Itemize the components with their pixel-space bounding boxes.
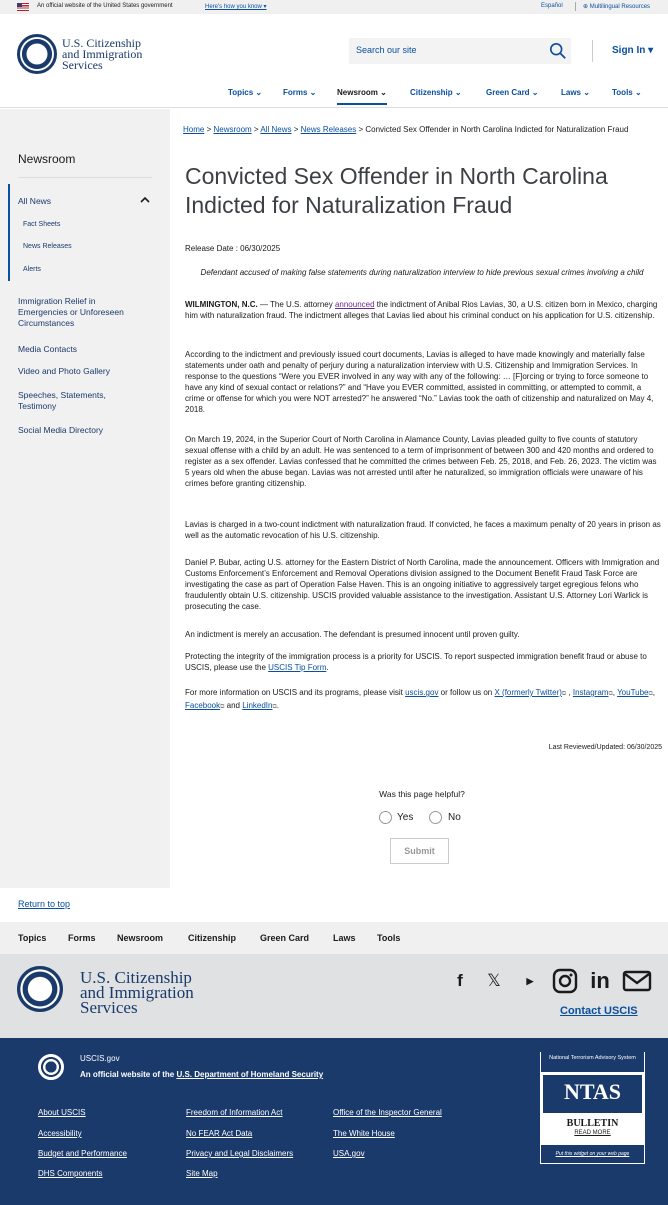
ntas-widget-link[interactable]: Put this widget on your web page <box>541 1145 644 1163</box>
footer-link-oig[interactable]: Office of the Inspector General <box>333 1108 442 1117</box>
uscis-logo-text[interactable] <box>62 38 142 71</box>
footer-nav-newsroom[interactable]: Newsroom <box>117 933 164 943</box>
espanol-link[interactable]: Español <box>541 3 563 9</box>
nav-topics[interactable]: Topics ⌄ <box>228 88 263 97</box>
breadcrumb: Home > Newsroom > All News > News Releases > Convicted Sex Offender in North Carolina Indicted for Naturalization Fraud <box>183 125 629 134</box>
divider <box>592 40 593 62</box>
paragraph-2: According to the indictment and previously issued court documents, Lavias is alleged to have made knowingly and materially false statements under oath and penalty of perjury during a naturalization interview with U.S. Citizenship and Immigration Services. In response to the questions “Were you EVER involved in any way with any of the following: … [F]orcing or trying to force someone to have any kind of sexual contact or relations?” and “Have you EVER committed, assisted in committing, or attempted to commit, a crime or offense for which you were NOT arrested?” he answered “No.” Lavias took the oath of citizenship and naturalized on May 4, 2018. <box>185 350 654 414</box>
paragraph-5: Daniel P. Bubar, acting U.S. attorney for the Eastern District of North Carolina, made the announcement. Officers with Immigration and Customs Enforcement’s Enforcement and Removal Operations division assigned to the Document Benefit Fraud Task Force are investigating the case as part of Operation False Haven. This is an ongoing initiative to aggressively target egregious felons who fraudulently obtain U.S. citizenship. USCIS provided valuable assistance to the investigation. Assistant U.S. Attorney Lori Warlick is prosecuting the case. <box>185 558 660 611</box>
footer-link-dhs-components[interactable]: DHS Components <box>38 1169 103 1178</box>
divider <box>575 2 576 11</box>
yes-label[interactable]: Yes <box>397 812 414 823</box>
footer-link-budget[interactable]: Budget and Performance <box>38 1149 127 1158</box>
sidebar-item-all-news[interactable]: All News <box>18 196 52 206</box>
submit-button[interactable]: Submit <box>390 838 449 864</box>
linkedin-icon[interactable]: in <box>590 968 610 993</box>
dhs-seal-icon[interactable] <box>17 34 57 74</box>
footer-link-white-house[interactable]: The White House <box>333 1129 395 1138</box>
sidebar-item-immigration-relief[interactable]: Immigration Relief in Emergencies or Unforeseen Circumstances <box>18 296 124 328</box>
paragraph-7: Protecting the integrity of the immigration process is a priority for USCIS. To report suspected immigration benefit fraud or abuse to USCIS, please use the USCIS Tip Form. <box>185 652 647 672</box>
helpful-question: Was this page helpful? <box>379 789 465 799</box>
external-link-icon: ⧉ <box>220 704 225 710</box>
ntas-bulletin: BULLETIN <box>566 1118 619 1129</box>
yes-radio[interactable] <box>379 811 392 824</box>
footer-link-foia[interactable]: Freedom of Information Act <box>186 1108 283 1117</box>
ntas-logo: NTAS <box>543 1075 642 1113</box>
active-indicator <box>8 184 10 281</box>
nav-laws[interactable]: Laws ⌄ <box>561 88 590 97</box>
page-title: Convicted Sex Offender in North Carolina Indicted for Naturalization Fraud <box>185 163 608 218</box>
paragraph-3: On March 19, 2024, in the Superior Court of North Carolina in Alamance County, Lavias pleaded guilty to five counts of statutory sexual offense with a child by an adult. He was sentenced to a term of imprisonment of between 300 and 420 months and ordered to register as a sex offender. Lavias confessed that he committed the crimes between Feb. 25, 2018, and Feb. 26, 2023. The victim was 5 years old when the abuse began. Lavias was not arrested until after he naturalized, so immigration officials were unaware of his crimes before granting citizenship. <box>185 435 657 488</box>
footer-nav-green-card[interactable]: Green Card <box>260 933 310 943</box>
last-reviewed: Last Reviewed/Updated: 06/30/2025 <box>548 744 662 751</box>
x-link[interactable]: X (formerly Twitter) <box>494 688 562 697</box>
facebook-link[interactable]: Facebook <box>185 701 221 710</box>
tip-form-link[interactable]: USCIS Tip Form <box>268 663 327 672</box>
search-placeholder: Search our site <box>356 45 417 55</box>
facebook-icon[interactable]: f <box>457 971 463 990</box>
nav-newsroom[interactable]: Newsroom ⌄ <box>337 88 387 105</box>
external-link-icon: ⧉ <box>648 691 653 697</box>
footer-nav-forms[interactable]: Forms <box>68 933 96 943</box>
paragraph-4: Lavias is charged in a two-count indictment with naturalization fraud. If convicted, he faces a maximum penalty of 20 years in prison as well as the automatic revocation of his U.S. citizenship. <box>185 520 661 540</box>
sidebar-item-news-releases[interactable]: News Releases <box>23 243 72 250</box>
footer-site-name: USCIS.gov <box>80 1054 120 1063</box>
external-link-icon: ⧉ <box>561 691 567 697</box>
linkedin-link[interactable]: LinkedIn <box>242 701 273 710</box>
breadcrumb-home[interactable]: Home <box>183 125 205 134</box>
external-link-icon: ⧉ <box>608 691 613 697</box>
return-to-top-link[interactable]: Return to top <box>18 899 71 909</box>
sidebar-item-alerts[interactable]: Alerts <box>23 266 41 273</box>
sign-in-button[interactable]: Sign In ▾ <box>612 45 654 56</box>
release-date: Release Date : 06/30/2025 <box>185 244 281 253</box>
paragraph-8: For more information on USCIS and its programs, please visit uscis.gov or follow us on X (formerly Twitter)⧉ , Instagram⧉, YouTube⧉, Facebook⧉ and LinkedIn⧉. <box>185 688 656 710</box>
sidebar-item-media-contacts[interactable]: Media Contacts <box>18 344 78 354</box>
footer-link-accessibility[interactable]: Accessibility <box>38 1129 82 1138</box>
search-icon[interactable] <box>549 42 567 60</box>
contact-uscis-link[interactable]: Contact USCIS <box>560 1005 638 1017</box>
footer-link-about[interactable]: About USCIS <box>38 1108 86 1117</box>
logo-line-3: Services <box>62 58 103 72</box>
logo-line-2: and Immigration <box>62 47 143 61</box>
breadcrumb-news-releases[interactable]: News Releases <box>300 125 357 134</box>
footer-link-no-fear[interactable]: No FEAR Act Data <box>186 1129 253 1138</box>
announced-link[interactable]: announced <box>334 300 375 309</box>
article-subhead: Defendant accused of making false statements during naturalization interview to hide previous sexual crimes involving a child <box>200 268 644 277</box>
footer-nav-topics[interactable]: Topics <box>18 933 47 943</box>
breadcrumb-all-news[interactable]: All News <box>260 125 292 134</box>
sidebar-item-fact-sheets[interactable]: Fact Sheets <box>23 221 61 228</box>
divider <box>18 177 152 178</box>
external-link-icon: ⧉ <box>272 704 277 710</box>
chevron-up-icon[interactable] <box>140 196 150 204</box>
sidebar-title: Newsroom <box>18 152 76 166</box>
footer-official-text: An official website of the U.S. Department of Homeland Security <box>80 1070 324 1079</box>
nav-tools[interactable]: Tools ⌄ <box>612 88 642 97</box>
nav-citizenship[interactable]: Citizenship ⌄ <box>410 88 462 97</box>
us-flag-icon <box>17 3 29 11</box>
heres-how-you-know-link[interactable]: Here's how you know ▾ <box>205 4 267 10</box>
gov-banner-text: An official website of the United States government <box>37 3 173 9</box>
ntas-read-more-link[interactable]: READ MORE <box>574 1130 611 1136</box>
sidebar-item-speeches[interactable]: Speeches, Statements, Testimony <box>18 390 106 411</box>
footer-nav-laws[interactable]: Laws <box>333 933 356 943</box>
footer-link-usa-gov[interactable]: USA.gov <box>333 1149 365 1158</box>
dhs-seal-icon[interactable] <box>17 966 63 1012</box>
footer-link-privacy[interactable]: Privacy and Legal Disclaimers <box>186 1149 294 1158</box>
uscis-gov-link[interactable]: uscis.gov <box>405 688 439 697</box>
email-icon[interactable] <box>622 970 652 992</box>
instagram-link[interactable]: Instagram <box>572 688 609 697</box>
paragraph-1: WILMINGTON, N.C. — The U.S. attorney announced the indictment of Anibal Rios Lavias, 30, a U.S. citizen born in Mexico, charging him with naturalization fraud. The indictment alleges that Lavias lied about his criminal conduct on his application for U.S. citizenship. <box>185 300 658 320</box>
nav-forms[interactable]: Forms ⌄ <box>283 88 317 97</box>
breadcrumb-current: Convicted Sex Offender in North Carolina Indicted for Naturalization Fraud <box>365 125 629 134</box>
paragraph-6: An indictment is merely an accusation. The defendant is presumed innocent until proven guilty. <box>185 630 520 639</box>
nav-green-card[interactable]: Green Card ⌄ <box>486 88 539 97</box>
multilingual-link[interactable]: ⊕ Multilingual Resources <box>583 4 651 10</box>
x-icon[interactable]: 𝕏 <box>487 971 501 990</box>
footer-nav-tools[interactable]: Tools <box>377 933 401 943</box>
ntas-header: National Terrorism Advisory System <box>541 1052 644 1072</box>
instagram-icon[interactable] <box>552 968 578 994</box>
youtube-icon[interactable]: ▶ <box>526 976 534 986</box>
breadcrumb-newsroom[interactable]: Newsroom <box>213 125 252 134</box>
sidebar-item-video-gallery[interactable]: Video and Photo Gallery <box>18 366 110 376</box>
dhs-seal-icon <box>38 1054 64 1080</box>
dhs-link[interactable]: U.S. Department of Homeland Security <box>176 1070 324 1079</box>
gov-banner <box>0 0 668 14</box>
footer-nav-citizenship[interactable]: Citizenship <box>188 933 237 943</box>
sidebar-item-social-media[interactable]: Social Media Directory <box>18 425 104 435</box>
youtube-link[interactable]: YouTube <box>617 688 649 697</box>
footer-link-site-map[interactable]: Site Map <box>186 1169 218 1178</box>
no-label[interactable]: No <box>448 812 461 823</box>
logo-line-1: U.S. Citizenship <box>62 36 142 50</box>
no-radio[interactable] <box>429 811 442 824</box>
footer-uscis-logo[interactable]: U.S. Citizenship and Immigration Services <box>80 968 194 1017</box>
